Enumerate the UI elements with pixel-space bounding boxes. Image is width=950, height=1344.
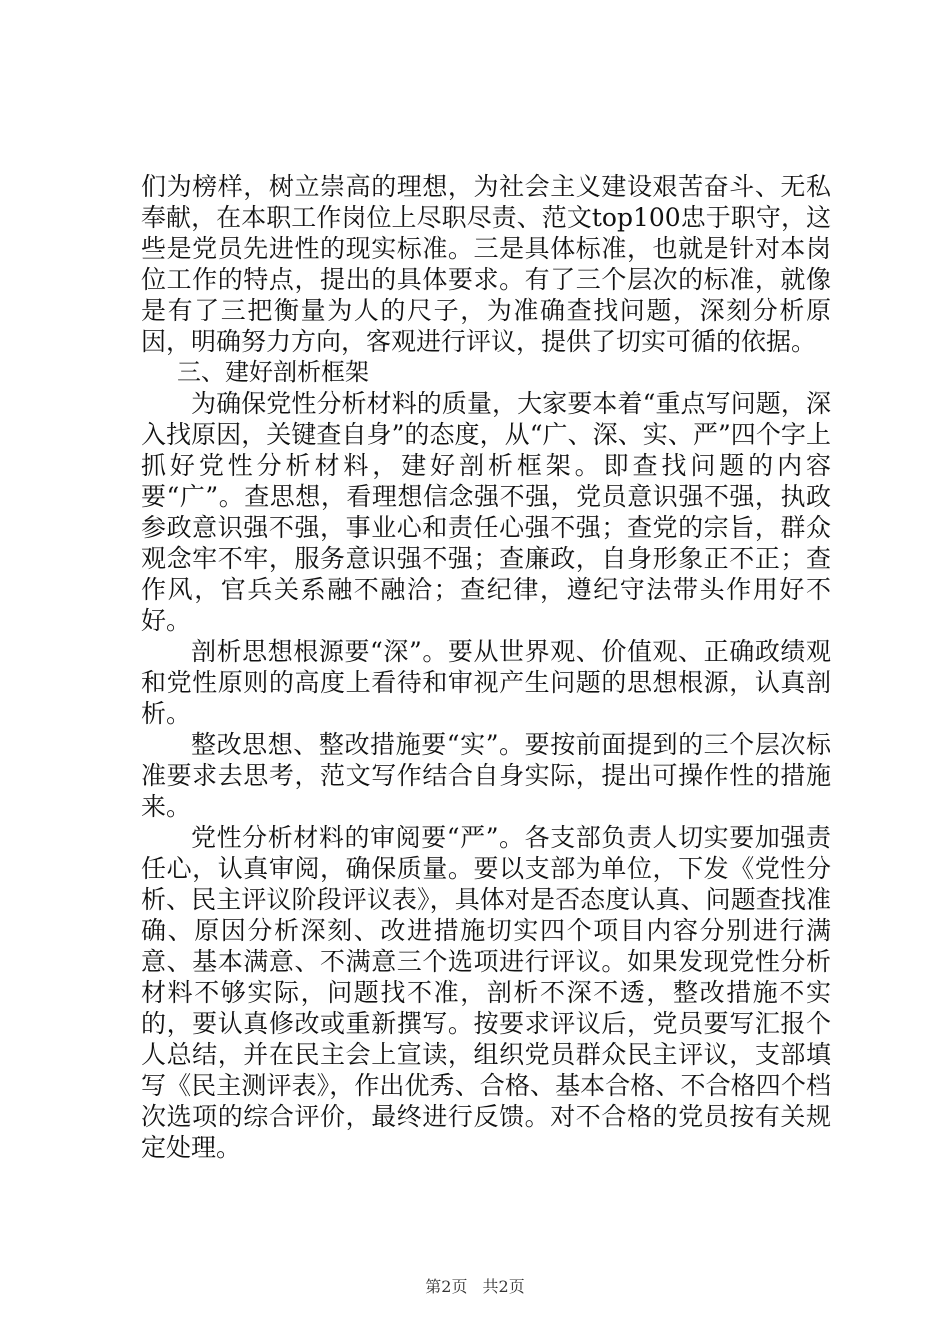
section-heading: 三、建好剖析框架 bbox=[177, 358, 369, 386]
paragraph-framework-intro: 为确保党性分析材料的质量，大家要本着“重点写问题，深入找原因，关键查自身”的态度，从“广、深、实、严”四个字上抓好党性分析材料，建好剖析框架。即查找问题的内容要“广”。查思想，看理想信念强不强，党员意识强不强，执政参政意识强不强，事业心和责任心强不强；查党的宗旨，群众观念牢不牢，服务意识强不强；查廉政，自身形象正不正；查作风，官兵关系融不融洽；查纪律，遵纪守法带头作用好不好。 bbox=[141, 389, 831, 635]
page-footer bbox=[0, 1274, 950, 1297]
paragraph-practical-measures: 整改思想、整改措施要“实”。要按前面提到的三个层次标准要求去思考，范文写作结合自身实际，提出可操作性的措施来。 bbox=[141, 730, 831, 821]
paragraph-deep-analysis: 剖析思想根源要“深”。要从世界观、价值观、正确政绩观和党性原则的高度上看待和审视产生问题的思想根源，认真剖析。 bbox=[141, 637, 831, 728]
page-total: 共2页 bbox=[482, 1277, 525, 1296]
paragraph-continuation: 们为榜样，树立崇高的理想，为社会主义建设艰苦奋斗、无私奉献，在本职工作岗位上尽职尽责、范文top100忠于职守，这些是党员先进性的现实标准。三是具体标准，也就是针对本岗位工作的特点，提出的具体要求。有了三个层次的标准，就像是有了三把衡量为人的尺子，为准确查找问题，深刻分析原因，明确努力方向，客观进行评议，提供了切实可循的依据。 bbox=[141, 172, 831, 356]
page-number: 第2页 bbox=[425, 1277, 468, 1296]
document-body bbox=[141, 171, 831, 1163]
paragraph-strict-review: 党性分析材料的审阅要“严”。各支部负责人切实要加强责任心，认真审阅，确保质量。要以支部为单位，下发《党性分析、民主评议阶段评议表》，具体对是否态度认真、问题查找准确、原因分析深刻、改进措施切实四个项目内容分别进行满意、基本满意、不满意三个选项进行评议。如果发现党性分析材料不够实际，问题找不准，剖析不深不透，整改措施不实的，要认真修改或重新撰写。按要求评议后，党员要写汇报个人总结，并在民主会上宣读，组织党员群众民主评议，支部填写《民主测评表》，作出优秀、合格、基本合格、不合格四个档次选项的综合评价，最终进行反馈。对不合格的党员按有关规定处理。 bbox=[141, 823, 831, 1162]
